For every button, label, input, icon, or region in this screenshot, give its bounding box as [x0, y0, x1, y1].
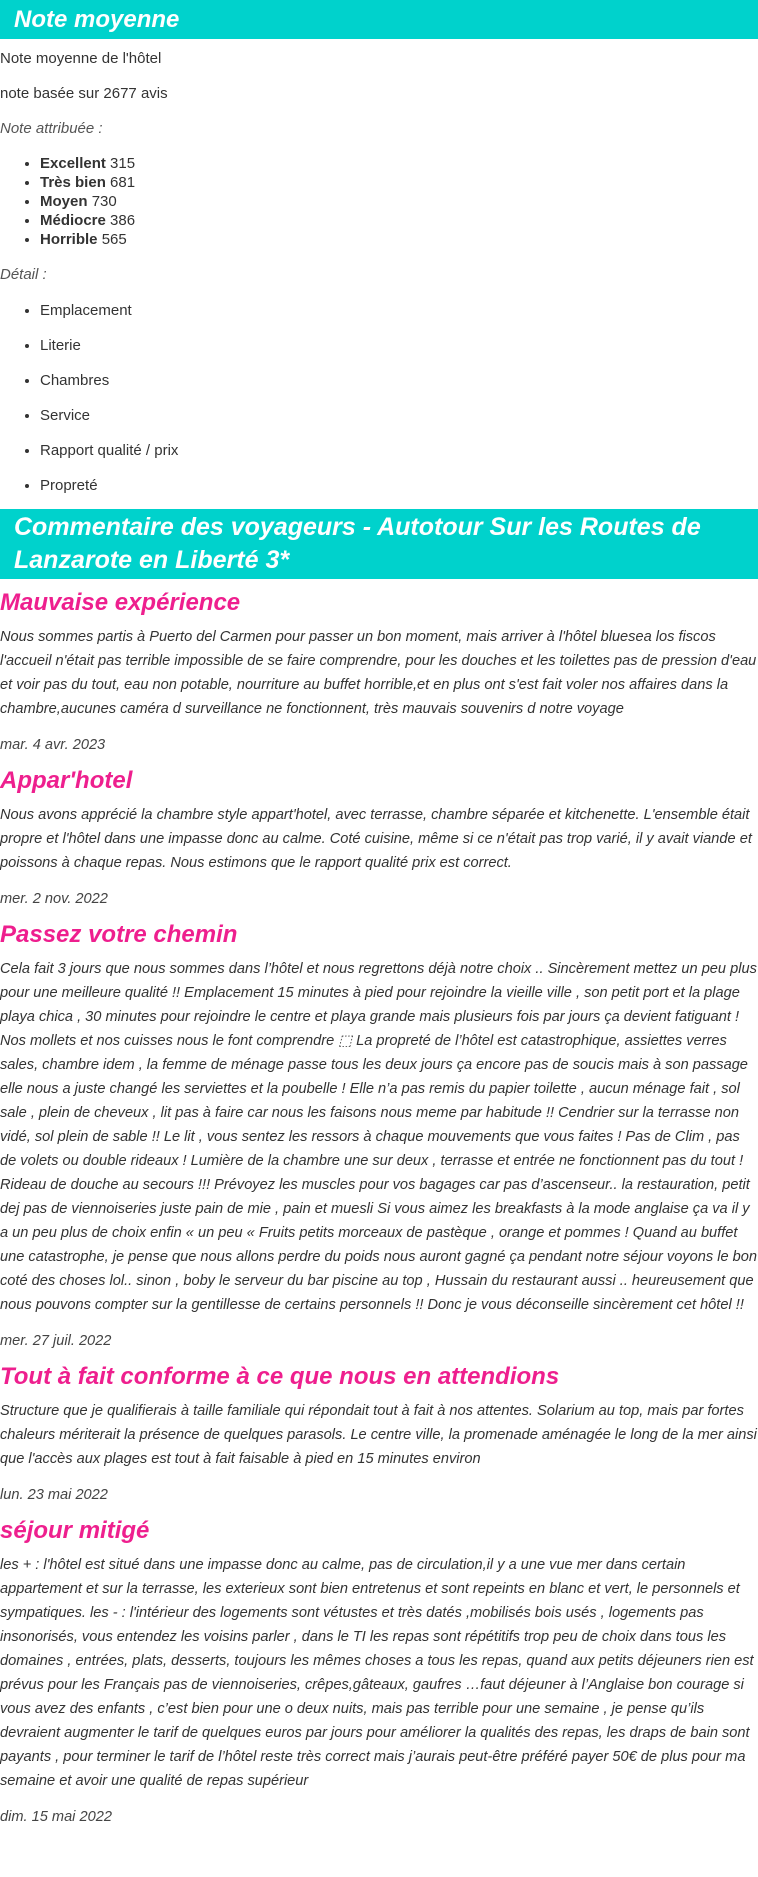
score-header	[0, 0, 758, 39]
review-title: Passez votre chemin	[0, 921, 238, 948]
review-text: Structure que je qualifierais à taille familiale qui répondait tout à fait à nos attentes. Solarium au top, mais par fortes chaleurs mériterait la présence de quelques parasols. Le centre ville, la promenade aménagée le long de la mer ainsi que l'accès aux plages est tout à fait faisable à pied en 15 minutes environ	[0, 1403, 757, 1467]
vote-count: 315	[110, 155, 136, 172]
detail-item: • Service	[40, 406, 758, 425]
review-date: dim. 15 mai 2022	[0, 1809, 112, 1825]
vote-label: Excellent	[40, 155, 106, 172]
detail-item: • Rapport qualité / prix	[40, 441, 758, 460]
detail-item: • Chambres	[40, 371, 758, 390]
votes-label: Note attribuée :	[0, 120, 103, 137]
review-date: mer. 2 nov. 2022	[0, 891, 108, 907]
review-text: Nous avons apprécié la chambre style appart'hotel, avec terrasse, chambre séparée et kitchenette. L'ensemble était propre et l'hôtel dans une impasse donc au calme. Coté cuisine, même si ce n'était pas trop varié, il y avait viande et poissons à chaque repas. Nous estimons que le rapport qualité prix est correct.	[0, 807, 752, 871]
vote-item	[40, 230, 758, 249]
detail-label: Détail :	[0, 266, 47, 283]
vote-item	[40, 154, 758, 173]
review-item	[0, 766, 758, 909]
review-text: Nous sommes partis à Puerto del Carmen pour passer un bon moment, mais arriver à l'hôtel bluesea los fiscos l'accueil n'était pas terrible impossible de se faire comprendre, pour les douches et les toilettes pas de pression d'eau et voir pas du tout, eau non potable, nourriture au buffet horrible,et en plus ont s'est fait voler nos affaires dans la chambre,aucunes caméra d surveillance ne fonctionnent, très mauvais souvenirs d notre voyage	[0, 629, 757, 717]
detail-item: • Emplacement	[40, 301, 758, 320]
vote-item	[40, 192, 758, 211]
vote-count: 730	[91, 193, 117, 210]
score-title: Note moyenne	[14, 6, 180, 33]
vote-label: Moyen	[40, 193, 88, 210]
vote-item	[40, 211, 758, 230]
review-date: mar. 4 avr. 2023	[0, 737, 106, 753]
vote-item	[40, 173, 758, 192]
hotel-score-label: Note moyenne de l'hôtel	[0, 50, 162, 67]
vote-count: 565	[101, 231, 127, 248]
detail-item: • Literie	[40, 336, 758, 355]
review-date: mer. 27 juil. 2022	[0, 1333, 112, 1349]
vote-count: 386	[110, 212, 136, 229]
review-title: séjour mitigé	[0, 1517, 150, 1544]
review-date: lun. 23 mai 2022	[0, 1487, 108, 1503]
reviews-header	[0, 509, 758, 579]
detail-item: • Propreté	[40, 476, 758, 495]
review-item	[0, 920, 758, 1351]
vote-label: Très bien	[40, 174, 106, 191]
reviews-count: note basée sur 2677 avis	[0, 85, 168, 102]
review-title: Tout à fait conforme à ce que nous en attendions	[0, 1363, 560, 1390]
review-item	[0, 1362, 758, 1505]
review-item	[0, 588, 758, 755]
review-text: les + : l'hôtel est situé dans une impasse donc au calme, pas de circulation,il y a une vue mer dans certain appartement et sur la terrasse, les exterieux sont bien entretenus et sont repeints en blanc et vert, le personnels et sympatiques. les - : l'intérieur des logements sont vétustes et très datés ,mobilisés bois usés , logements pas insonorisés, vous entendez les voisins parler , dans le TI les repas sont répétitifs trop peu de choix dans tous les domaines , entrées, plats, desserts, toujours les mêmes choses a tous les repas, quand aux petits déjeuners rien est prévus pour les Français pas de viennoiseries, crêpes,gâteaux, gaufres …faut déjeuner à l’Anglaise bon courage si vous avez des enfants , c’est bien pour une o deux nuits, mais pas terrible pour une semaine , je pense qu’ils devraient augmenter le tarif de quelques euros par jours pour améliorer la qualités des repas, les draps de bain sont payants , pour terminer le tarif de l’hôtel reste très correct mais j’aurais peut-être préféré payer 50€ de plus pour ma semaine et avoir une qualité de repas supérieur	[0, 1557, 754, 1789]
review-title: Appar'hotel	[0, 767, 133, 794]
score-section	[0, 0, 758, 495]
vote-count: 681	[110, 174, 136, 191]
reviews-section	[0, 509, 758, 1827]
review-item	[0, 1516, 758, 1827]
review-text: Cela fait 3 jours que nous sommes dans l’hôtel et nous regrettons déjà notre choix .. Sincèrement mettez un peu plus pour une meilleure qualité !! Emplacement 15 minutes à pied pour rejoindre la vieille ville , son petit port et la plage playa chica , 30 minutes pour rejoindre le centre et playa grande mais plusieurs fois par jours ça devient fatiguant ! Nos mollets et nos cuisses nous le font comprendre ⬚ La propreté de l’hôtel est catastrophique, assiettes verres sales, chambre idem , la femme de ménage passe tous les deux jours ça encore pas de soucis mais à son passage elle nous a juste changé les serviettes et la poubelle ! Elle n’a pas remis du papier toilette , aucun ménage fait , sol sale , plein de cheveux , lit pas à faire car nous les faisons nous meme par habitude !! Cendrier sur la terrasse non vidé, sol plein de sable !! Le lit , vous sentez les ressors à chaque mouvements que vous faites ! Pas de Clim , pas de volets ou double rideaux ! Lumière de la chambre une sur deux , terrasse et entrée ne fonctionnent pas du tout ! Rideau de douche au secours !!! Prévoyez les muscles pour vos bagages car pas d’ascenseur.. la restauration, petit dej pas de viennoiseries juste pain de mie , pain et muesli Si vous aimez les breakfasts à la mode anglaise ça va il y a un peu plus de choix enfin « un peu « Fruits petits morceaux de pastèque , orange et pommes ! Quand au buffet une catastrophe, je pense que nous allons perdre du poids nous auront gagné ça pendant notre séjour voyons le bon coté des choses lol.. sinon , boby le serveur du bar piscine au top , Hussain du restaurant aussi .. heureusement que nous pouvons compter sur la gentillesse de certains personnels !! Donc je vous déconseille sincèrement cet hôtel !!	[0, 961, 757, 1313]
detail-list	[0, 301, 758, 495]
vote-label: Médiocre	[40, 212, 106, 229]
votes-list	[0, 154, 758, 249]
review-title: Mauvaise expérience	[0, 589, 241, 616]
vote-label: Horrible	[40, 231, 98, 248]
reviews-title: Commentaire des voyageurs - Autotour Sur les Routes de Lanzarote en Liberté 3*	[14, 513, 701, 574]
